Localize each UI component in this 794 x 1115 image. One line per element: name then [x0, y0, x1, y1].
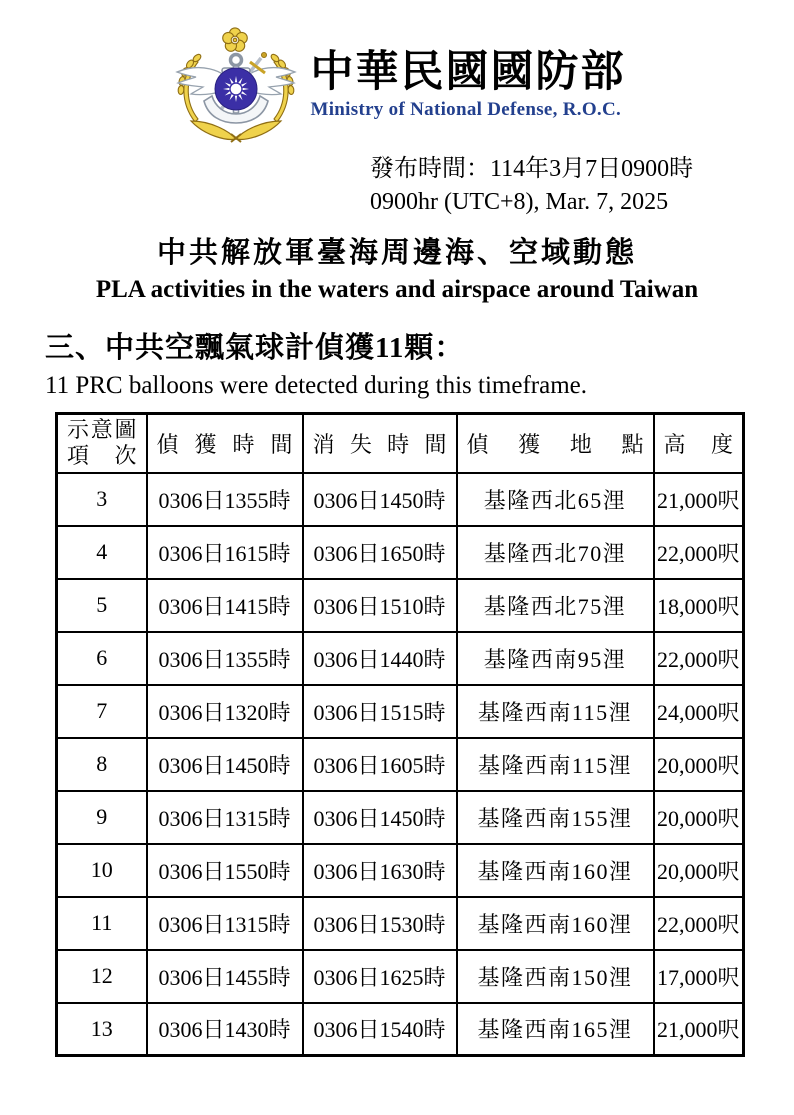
- cell-lost-time: 0306日1630時: [303, 844, 457, 897]
- cell-detected-time: 0306日1315時: [147, 791, 303, 844]
- plum-blossom: [222, 28, 247, 51]
- cell-detected-time: 0306日1450時: [147, 738, 303, 791]
- cell-altitude: 22,000呎: [654, 897, 744, 950]
- cell-altitude: 18,000呎: [654, 579, 744, 632]
- cell-detected-time: 0306日1415時: [147, 579, 303, 632]
- table-row: [57, 632, 744, 685]
- section-heading-en: 11 PRC balloons were detected during this timeframe.: [45, 371, 588, 399]
- table-row: [57, 473, 744, 526]
- cell-lost-time: 0306日1515時: [303, 685, 457, 738]
- balloon-table: [55, 412, 745, 1057]
- col-header-seq-line2: 項次: [67, 443, 137, 469]
- table-header-row: [57, 413, 744, 472]
- col-header-location: 偵獲地點: [457, 413, 654, 472]
- cell-seq: 6: [57, 632, 147, 685]
- cell-seq: 9: [57, 791, 147, 844]
- table-row: [57, 738, 744, 791]
- cell-location: 基隆西南165浬: [457, 1003, 654, 1056]
- cell-lost-time: 0306日1625時: [303, 950, 457, 1003]
- table-row: [57, 579, 744, 632]
- cell-location: 基隆西北70浬: [457, 526, 654, 579]
- release-time-en: 0900hr (UTC+8), Mar. 7, 2025: [370, 189, 669, 216]
- cell-seq: 12: [57, 950, 147, 1003]
- table-row: [57, 897, 744, 950]
- cell-altitude: 21,000呎: [654, 1003, 744, 1056]
- col-header-altitude: 高度: [654, 413, 744, 472]
- release-time-zh: 發布時間：114年3月7日0900時: [370, 156, 694, 182]
- cell-altitude: 20,000呎: [654, 844, 744, 897]
- table-row: [57, 950, 744, 1003]
- cell-altitude: 21,000呎: [654, 473, 744, 526]
- cell-location: 基隆西南160浬: [457, 844, 654, 897]
- cell-seq: 7: [57, 685, 147, 738]
- cell-lost-time: 0306日1605時: [303, 738, 457, 791]
- section-heading-zh: 三、中共空飄氣球計偵獲11顆：: [45, 332, 465, 365]
- cell-seq: 4: [57, 526, 147, 579]
- cell-altitude: 20,000呎: [654, 791, 744, 844]
- cell-lost-time: 0306日1450時: [303, 791, 457, 844]
- cell-detected-time: 0306日1315時: [147, 897, 303, 950]
- cell-altitude: 22,000呎: [654, 526, 744, 579]
- cell-altitude: 24,000呎: [654, 685, 744, 738]
- cell-location: 基隆西南95浬: [457, 632, 654, 685]
- cell-detected-time: 0306日1550時: [147, 844, 303, 897]
- col-header-seq: [57, 413, 147, 472]
- cell-lost-time: 0306日1650時: [303, 526, 457, 579]
- cell-location: 基隆西南160浬: [457, 897, 654, 950]
- org-names: [311, 49, 626, 120]
- wheat-stalk-left: [177, 53, 201, 122]
- cell-seq: 5: [57, 579, 147, 632]
- masthead: [0, 0, 794, 144]
- cell-lost-time: 0306日1440時: [303, 632, 457, 685]
- cell-detected-time: 0306日1430時: [147, 1003, 303, 1056]
- cell-detected-time: 0306日1320時: [147, 685, 303, 738]
- cell-detected-time: 0306日1355時: [147, 632, 303, 685]
- cell-location: 基隆西南115浬: [457, 685, 654, 738]
- table-row: [57, 844, 744, 897]
- document-title-en: PLA activities in the waters and airspace around Taiwan: [95, 276, 699, 304]
- table-row: [57, 526, 744, 579]
- table-row: [57, 1003, 744, 1056]
- cell-seq: 10: [57, 844, 147, 897]
- cell-detected-time: 0306日1355時: [147, 473, 303, 526]
- col-header-seq-line1: 示意圖: [67, 416, 137, 442]
- cell-location: 基隆西南115浬: [457, 738, 654, 791]
- mnd-emblem-icon: [169, 26, 303, 144]
- cell-seq: 11: [57, 897, 147, 950]
- cell-lost-time: 0306日1510時: [303, 579, 457, 632]
- section-heading: [45, 331, 749, 401]
- cell-lost-time: 0306日1540時: [303, 1003, 457, 1056]
- cell-lost-time: 0306日1530時: [303, 897, 457, 950]
- cell-location: 基隆西南150浬: [457, 950, 654, 1003]
- org-name-en: Ministry of National Defense, R.O.C.: [310, 98, 622, 120]
- cell-altitude: 22,000呎: [654, 632, 744, 685]
- cell-location: 基隆西南155浬: [457, 791, 654, 844]
- table-row: [57, 791, 744, 844]
- cell-seq: 8: [57, 738, 147, 791]
- cell-detected-time: 0306日1455時: [147, 950, 303, 1003]
- table-row: [57, 685, 744, 738]
- col-header-detected: 偵獲時間: [147, 413, 303, 472]
- col-header-lost: 消失時間: [303, 413, 457, 472]
- cell-seq: 13: [57, 1003, 147, 1056]
- cell-seq: 3: [57, 473, 147, 526]
- wheat-stalk-right: [269, 53, 293, 122]
- laurel-branches: [191, 121, 281, 142]
- cell-altitude: 17,000呎: [654, 950, 744, 1003]
- cell-lost-time: 0306日1450時: [303, 473, 457, 526]
- document-title-zh: 中共解放軍臺海周邊海、空域動態: [156, 237, 637, 270]
- sun-roundel: [215, 68, 257, 110]
- document-title: [0, 236, 794, 305]
- cell-location: 基隆西北75浬: [457, 579, 654, 632]
- cell-detected-time: 0306日1615時: [147, 526, 303, 579]
- org-name-zh: 中華民國國防部: [310, 49, 626, 97]
- cell-altitude: 20,000呎: [654, 738, 744, 791]
- release-time: [370, 153, 794, 219]
- cell-location: 基隆西北65浬: [457, 473, 654, 526]
